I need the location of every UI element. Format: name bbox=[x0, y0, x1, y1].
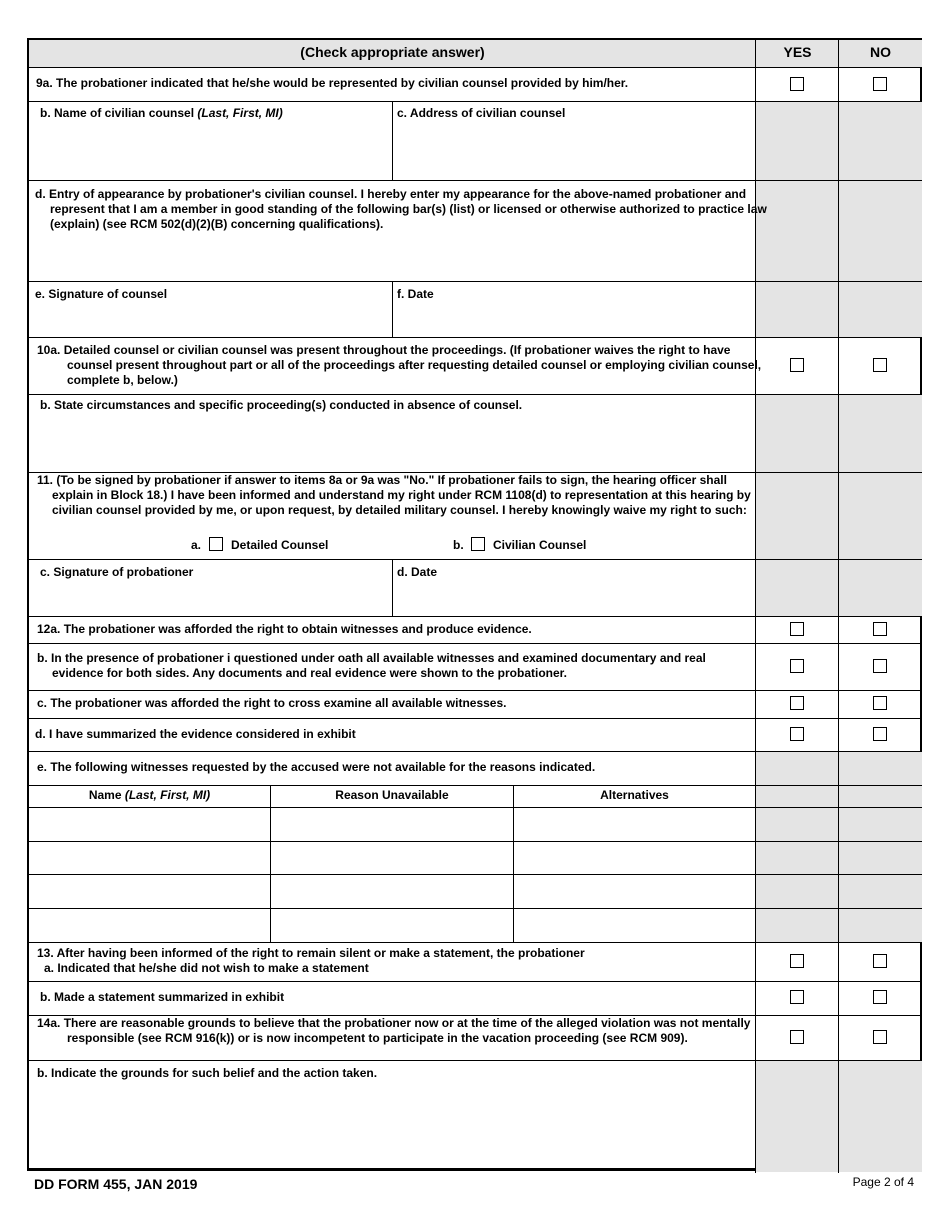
witness-row[interactable] bbox=[29, 808, 755, 841]
item-13b-text: b. Made a statement summarized in exhibit bbox=[40, 990, 285, 1004]
item-14a-yes-checkbox[interactable] bbox=[790, 1030, 804, 1044]
item-12b-text: b. In the presence of probationer i questioned under oath all available witnesses and examined documentary and real evidence for both sides. Any documents and real evidence were shown to the probationer. bbox=[37, 651, 706, 680]
item-12b-no-checkbox[interactable] bbox=[873, 659, 887, 673]
witness-name-header: Name (Last, First, MI) bbox=[88, 788, 211, 802]
item-11b-letter: b. bbox=[453, 538, 464, 552]
counsel-date-field[interactable] bbox=[393, 304, 755, 336]
item-12a-yes-checkbox[interactable] bbox=[790, 622, 804, 636]
item-9e-label: e. Signature of counsel bbox=[35, 287, 168, 301]
item-14a-text: 14a. There are reasonable grounds to believe that the probationer now or at the time of the alleged violation was not mentally responsible (see RCM 916(k)) or is now incompetent to participate in the vacation proceeding (see RCM 909). bbox=[37, 1016, 751, 1045]
item-12c-text: c. The probationer was afforded the right to cross examine all available witnesses. bbox=[37, 696, 507, 710]
item-12d-yes-checkbox[interactable] bbox=[790, 727, 804, 741]
witness-alternatives-header: Alternatives bbox=[600, 788, 669, 802]
item-12e-text: e. The following witnesses requested by the accused were not available for the reasons indicated. bbox=[37, 760, 596, 774]
witness-row[interactable] bbox=[29, 909, 755, 942]
item-10a-no-checkbox[interactable] bbox=[873, 358, 887, 372]
item-11d-label: d. Date bbox=[397, 565, 438, 579]
civilian-counsel-address-field[interactable] bbox=[393, 120, 755, 179]
item-14a-no-checkbox[interactable] bbox=[873, 1030, 887, 1044]
no-column-heading: NO bbox=[870, 44, 891, 60]
item-11-text: 11. (To be signed by probationer if answer to items 8a or 9a was "No." If probationer fails to sign, the hearing officer shall explain in Block 18.) I have been informed and understand my right under RCM 1108(d) to representation at this hearing by civilian counsel provided by me, or upon request, by detailed military counsel. I hereby knowingly waive my right to such: bbox=[37, 473, 751, 517]
item-13a-yes-checkbox[interactable] bbox=[790, 954, 804, 968]
item-9a-no-checkbox[interactable] bbox=[873, 77, 887, 91]
item-11b-civilian-counsel-checkbox[interactable] bbox=[471, 537, 485, 551]
witness-reason-header: Reason Unavailable bbox=[335, 788, 449, 802]
item-11c-label: c. Signature of probationer bbox=[40, 565, 194, 579]
item-13a-text: a. Indicated that he/she did not wish to make a statement bbox=[44, 961, 369, 975]
item-13a-no-checkbox[interactable] bbox=[873, 954, 887, 968]
item-11b-label: Civilian Counsel bbox=[493, 538, 587, 552]
item-12c-yes-checkbox[interactable] bbox=[790, 696, 804, 710]
item-9b-label: b. Name of civilian counsel (Last, First, MI) bbox=[40, 106, 283, 120]
grounds-for-belief-field[interactable] bbox=[29, 1085, 755, 1171]
item-12a-text: 12a. The probationer was afforded the right to obtain witnesses and produce evidence. bbox=[37, 622, 532, 636]
form-number: DD FORM 455, JAN 2019 bbox=[34, 1176, 198, 1192]
probationer-signature-field[interactable] bbox=[29, 583, 391, 615]
item-10a-text: 10a. Detailed counsel or civilian counsel was present throughout the proceedings. (If probationer waives the right to have counsel present throughout part or all of the proceedings after requesting detailed counsel or employing civilian counsel, complete b, below.) bbox=[37, 343, 762, 387]
item-11a-letter: a. bbox=[191, 538, 202, 552]
entry-of-appearance-field[interactable] bbox=[29, 235, 755, 280]
item-9a-yes-checkbox[interactable] bbox=[790, 77, 804, 91]
item-9d-text: d. Entry of appearance by probationer's civilian counsel. I hereby enter my appearance for the above-named probationer and represent that I am a member in good standing of the following bar(s) (list) or licensed or otherwise authorized to practice law (explain) (see RCM 502(d)(2)(B) concerning qualifications). bbox=[35, 187, 767, 231]
page-number: Page 2 of 4 bbox=[852, 1175, 914, 1189]
item-12d-text: d. I have summarized the evidence considered in exhibit bbox=[35, 727, 356, 741]
item-12c-no-checkbox[interactable] bbox=[873, 696, 887, 710]
item-9c-label: c. Address of civilian counsel bbox=[397, 106, 566, 120]
item-11a-detailed-counsel-checkbox[interactable] bbox=[209, 537, 223, 551]
witness-row[interactable] bbox=[29, 842, 755, 874]
item-10a-yes-checkbox[interactable] bbox=[790, 358, 804, 372]
civilian-counsel-name-field[interactable] bbox=[29, 120, 391, 179]
item-9f-label: f. Date bbox=[397, 287, 434, 301]
absence-circumstances-field[interactable] bbox=[29, 415, 755, 471]
item-12d-no-checkbox[interactable] bbox=[873, 727, 887, 741]
item-12b-yes-checkbox[interactable] bbox=[790, 659, 804, 673]
item-14b-text: b. Indicate the grounds for such belief and the action taken. bbox=[37, 1066, 378, 1080]
item-13b-yes-checkbox[interactable] bbox=[790, 990, 804, 1004]
check-answer-heading: (Check appropriate answer) bbox=[300, 44, 485, 60]
yes-column-heading: YES bbox=[783, 44, 812, 60]
item-11a-label: Detailed Counsel bbox=[231, 538, 329, 552]
form-page-2 bbox=[27, 38, 922, 1171]
counsel-signature-field[interactable] bbox=[29, 304, 391, 336]
item-13b-no-checkbox[interactable] bbox=[873, 990, 887, 1004]
item-12a-no-checkbox[interactable] bbox=[873, 622, 887, 636]
witness-row[interactable] bbox=[29, 875, 755, 908]
item-9a-text: 9a. The probationer indicated that he/she would be represented by civilian counsel provided by him/her. bbox=[36, 76, 629, 90]
item-10b-text: b. State circumstances and specific proceeding(s) conducted in absence of counsel. bbox=[40, 398, 523, 412]
item-13-text: 13. After having been informed of the right to remain silent or make a statement, the probationer bbox=[37, 946, 585, 960]
probationer-date-field[interactable] bbox=[393, 583, 755, 615]
